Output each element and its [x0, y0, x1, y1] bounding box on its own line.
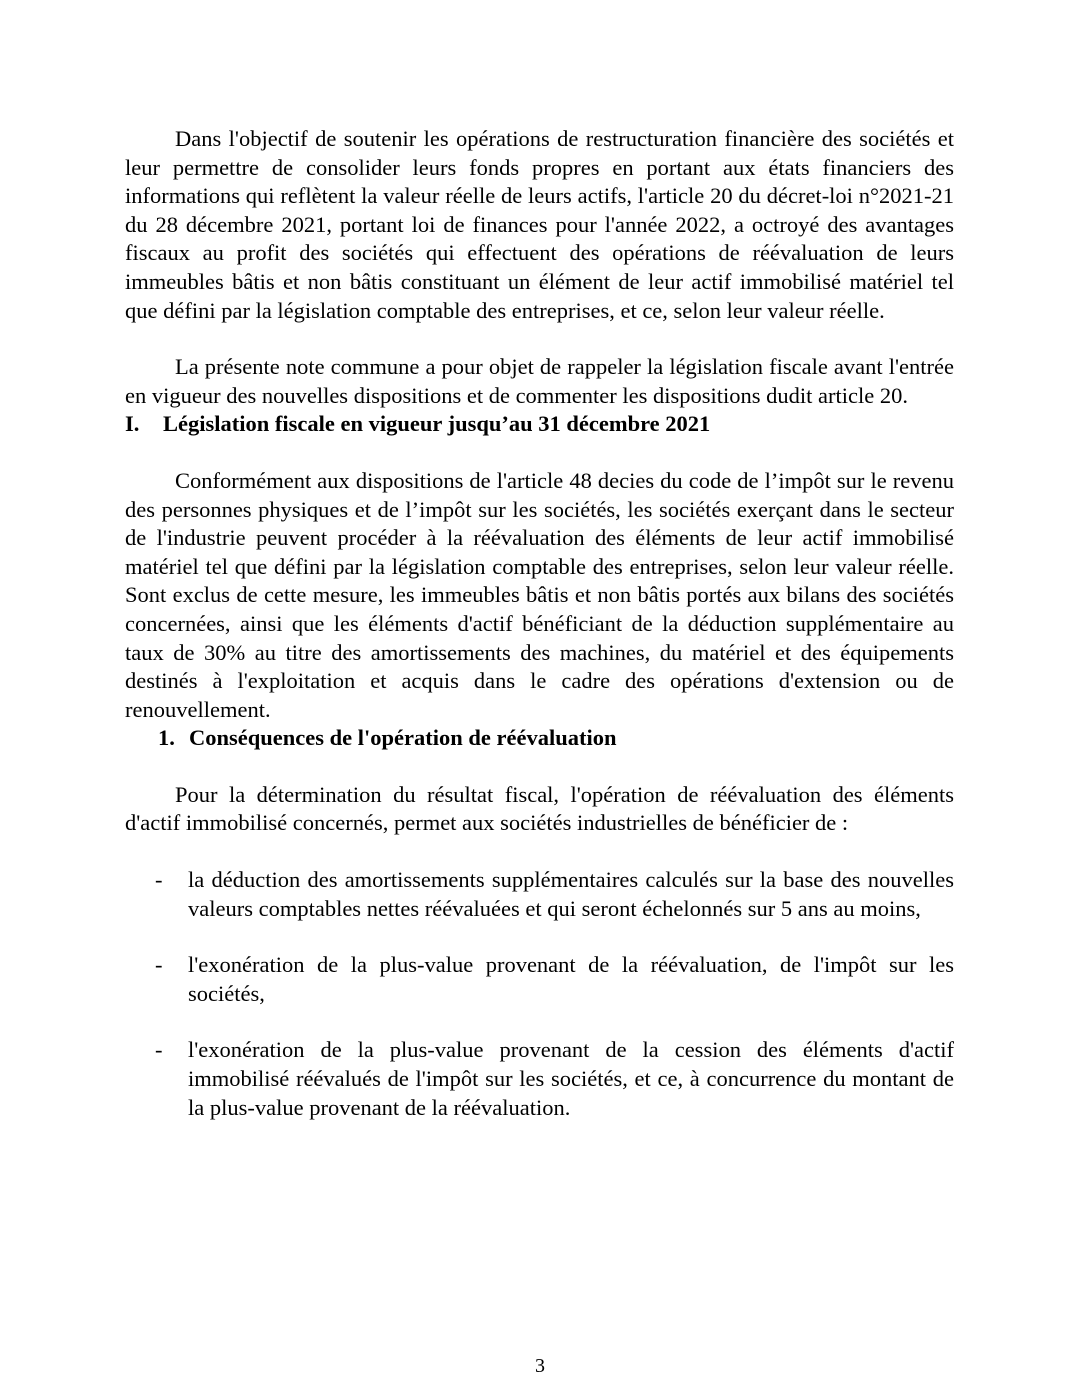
section-title: Législation fiscale en vigueur jusqu’au 31 décembre 2021	[163, 411, 711, 437]
list-item	[125, 1036, 954, 1122]
list-item-text: l'exonération de la plus-value provenant de la cession des éléments d'actif immobilisé réévalués de l'impôt sur les sociétés, et ce, à concurrence du montant de la plus-value provenant de la réévaluation.	[188, 1037, 954, 1120]
list-item	[125, 951, 954, 1008]
subsection-paragraph: Pour la détermination du résultat fiscal, l'opération de réévaluation des éléments d'actif immobilisé concernés, permet aux sociétés industrielles de bénéficier de :	[125, 781, 954, 836]
subsection-heading	[125, 724, 954, 753]
list-item	[125, 866, 954, 923]
dash-bullet: -	[155, 867, 163, 893]
intro-paragraph-1: Dans l'objectif de soutenir les opérations de restructuration financière des sociétés et leur permettre de consolider leurs fonds propres en portant aux états financiers des informations qui reflètent la valeur réelle de leurs actifs, l'article 20 du décret-loi n°2021-21 du 28 décembre 2021, portant loi de finances pour l'année 2022, a octroyé des avantages fiscaux au profit des sociétés qui effectuent des opérations de réévaluation de leurs immeubles bâtis et non bâtis constituant un élément de leur actif immobilisé matériel tel que défini par la législation comptable des entreprises, et ce, selon leur valeur réelle.	[125, 126, 954, 323]
list-item-text: l'exonération de la plus-value provenant de la réévaluation, de l'impôt sur les sociétés,	[188, 952, 954, 1006]
benefits-list	[125, 866, 954, 1122]
list-item-text: la déduction des amortissements supplémentaires calculés sur la base des nouvelles valeurs comptables nettes réévaluées et qui seront échelonnés sur 5 ans au moins,	[188, 867, 954, 921]
subsection-number: 1.	[158, 725, 175, 751]
section-heading	[125, 410, 954, 439]
page-number: 3	[535, 1355, 545, 1377]
document-page	[125, 125, 954, 1122]
dash-bullet: -	[155, 952, 163, 978]
intro-paragraph-2: La présente note commune a pour objet de rappeler la législation fiscale avant l'entrée en vigueur des nouvelles dispositions et de commenter les dispositions dudit article 20.	[125, 354, 954, 408]
section-paragraph: Conformément aux dispositions de l'article 48 decies du code de l’impôt sur le revenu des personnes physiques et de l’impôt sur les sociétés, les sociétés exerçant dans le secteur de l'industrie peuvent procéder à la réévaluation des éléments de leur actif immobilisé matériel tel que défini par la législation comptable des entreprises, selon leur valeur réelle. Sont exclus de cette mesure, les immeubles bâtis et non bâtis portés aux bilans des sociétés concernées, ainsi que les éléments d'actif bénéficiant de la déduction supplémentaire au taux de 30% au titre des amortissements des machines, du matériel et des équipements destinés à l'exploitation et acquis dans le cadre des opérations d'extension ou de renouvellement.	[125, 467, 954, 722]
subsection-title: Conséquences de l'opération de réévaluation	[189, 725, 617, 751]
section-number: I.	[125, 411, 140, 437]
dash-bullet: -	[155, 1037, 163, 1063]
